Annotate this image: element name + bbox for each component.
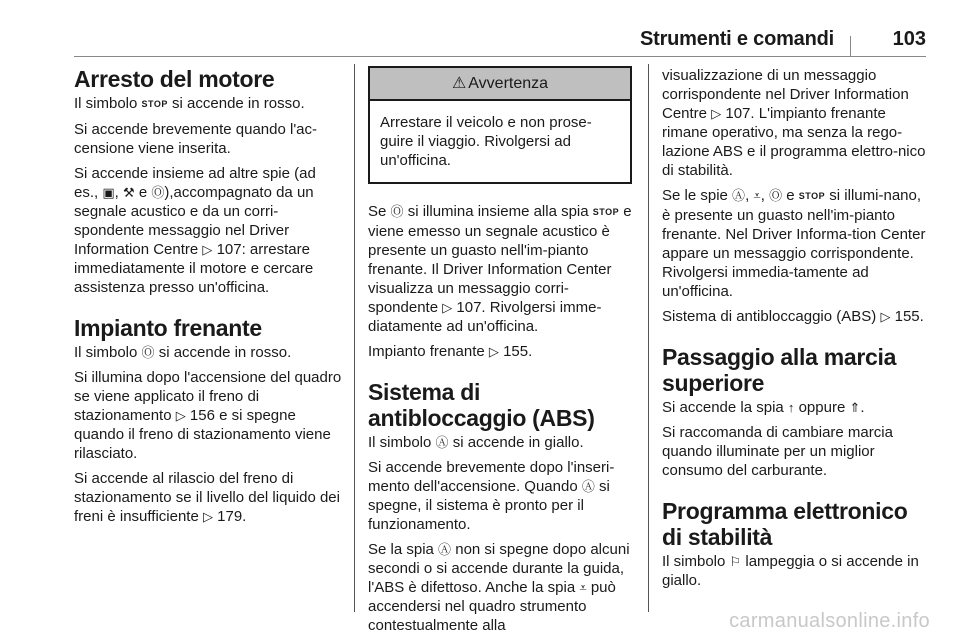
paragraph: Si accende insieme ad altre spie (ad es., ▣, ⚒ e Ⓞ),accompagnato da un segnale acustico e da un corri-spondente messaggio nel Driver Information Centre ▷ 107: arrestare immediatamente il motore e cercare assistenza presso un'officina. [74, 165, 316, 296]
paragraph: Si illumina dopo l'accensione del quadro se viene applicato il freno di stazionamento ▷ 156 e si spegne quando il freno di stazionamento viene rilasciato. [74, 369, 342, 462]
paragraph: Si raccomanda di cambiare marcia quando illuminate per un miglior consumo del carburante. [662, 424, 893, 479]
abs-icon: Ⓐ [438, 542, 452, 557]
section-title-esp: Programma elettronico di stabilità [662, 498, 908, 550]
paragraph: Se Ⓞ si illumina insieme alla spia STOP e viene emesso un segnale acustico è presente un guasto nell'im-pianto frenante. Il Driver Information Center visualizza un messaggio corri-spondente ▷ 107. Rivolgersi imme-diatamente ad un'officina. [368, 203, 632, 335]
arrow-icon: ▷ [202, 242, 213, 257]
warning-header [370, 68, 630, 101]
section-title-engine-stop: Arresto del motore [74, 66, 275, 92]
arrow-icon: ▷ [202, 509, 213, 524]
upshift-double-icon: ⇑ [849, 400, 861, 415]
arrow-icon: ▷ [711, 106, 722, 121]
column-3 [662, 58, 928, 596]
stop-icon: STOP [141, 99, 168, 109]
warning-icon: ⚠ [451, 75, 467, 92]
malfunction-icon: ▣ [102, 185, 115, 200]
warning-label: Avvertenza [468, 75, 549, 92]
paragraph: Se le spie Ⓐ, ⩡, Ⓞ e STOP si illumi-nano, è presente un guasto nell'im-pianto frenante. Nel Driver Informa-tion Center appare un messaggio corrispondente. Rivolgersi immedia-tamente ad un'officina. [662, 187, 926, 300]
paragraph: Si accende brevemente quando l'ac-censione viene inserita. [74, 121, 318, 157]
arrow-icon: ▷ [880, 309, 891, 324]
section-title-brake-system: Impianto frenante [74, 315, 262, 341]
brake-icon: Ⓞ [141, 345, 155, 360]
paragraph: Il simbolo Ⓐ si accende in giallo. [368, 434, 584, 451]
abs-icon: Ⓐ [732, 188, 746, 203]
header-divider [850, 36, 851, 56]
paragraph: visualizzazione di un messaggio corrispondente nel Driver Information Centre ▷ 107. L'impianto frenante rimane operativo, ma senza la rego-lazione ABS e il programma elettro-nico di stabilità. [662, 67, 926, 179]
engine-warning-icon: ⚒ [123, 185, 135, 200]
column-divider-2 [648, 64, 649, 612]
paragraph: Il simbolo ⚐ lampeggia o si accende in giallo. [662, 553, 919, 589]
brake-icon: Ⓞ [151, 185, 165, 200]
paragraph: Si accende brevemente dopo l'inseri-mento dell'accensione. Quando Ⓐ si spegne, il sistema è pronto per il funzionamento. [368, 459, 615, 533]
header-rule [74, 56, 926, 57]
esc-off-icon: ⩡ [753, 188, 761, 203]
paragraph: Il simbolo Ⓞ si accende in rosso. [74, 344, 292, 361]
paragraph: Il simbolo STOP si accende in rosso. [74, 95, 305, 112]
paragraph: Se la spia Ⓐ non si spegne dopo alcuni secondi o si accende durante la guida, l'ABS è difettoso. Anche la spia ⩡ può accendersi nel quadro strumento contestualmente alla [368, 541, 630, 634]
paragraph: Si accende la spia ↑ oppure ⇑. [662, 399, 865, 416]
warning-text: Arrestare il veicolo e non prose-guire il viaggio. Rivolgersi ad un'officina. [380, 114, 592, 169]
abs-icon: Ⓐ [581, 479, 595, 494]
watermark: carmanualsonline.info [729, 610, 930, 632]
paragraph: Sistema di antibloccaggio (ABS) ▷ 155. [662, 308, 924, 325]
column-1 [74, 58, 342, 532]
warning-box [368, 66, 632, 184]
section-title-upshift: Passaggio alla marcia superiore [662, 344, 897, 396]
arrow-icon: ▷ [488, 344, 499, 359]
header-title: Strumenti e comandi [639, 28, 834, 50]
stop-icon: STOP [592, 207, 620, 217]
abs-icon: Ⓐ [435, 435, 449, 450]
upshift-icon: ↑ [787, 400, 795, 415]
stop-icon: STOP [798, 191, 826, 201]
paragraph: Impianto frenante ▷ 155. [368, 343, 533, 360]
brake-icon: Ⓞ [769, 188, 783, 203]
section-title-abs: Sistema di antibloccaggio (ABS) [368, 379, 595, 431]
column-2 [368, 58, 632, 641]
arrow-icon: ▷ [442, 300, 453, 315]
page-number: 103 [892, 28, 926, 50]
page-header [74, 28, 926, 50]
paragraph: Si accende al rilascio del freno di stazionamento se il livello del liquido dei freni è insufficiente ▷ 179. [74, 470, 340, 525]
arrow-icon: ▷ [175, 408, 186, 423]
esc-off-icon: ⩡ [579, 580, 587, 595]
column-divider-1 [354, 64, 355, 612]
esp-icon: ⚐ [729, 554, 742, 569]
brake-icon: Ⓞ [390, 204, 404, 219]
